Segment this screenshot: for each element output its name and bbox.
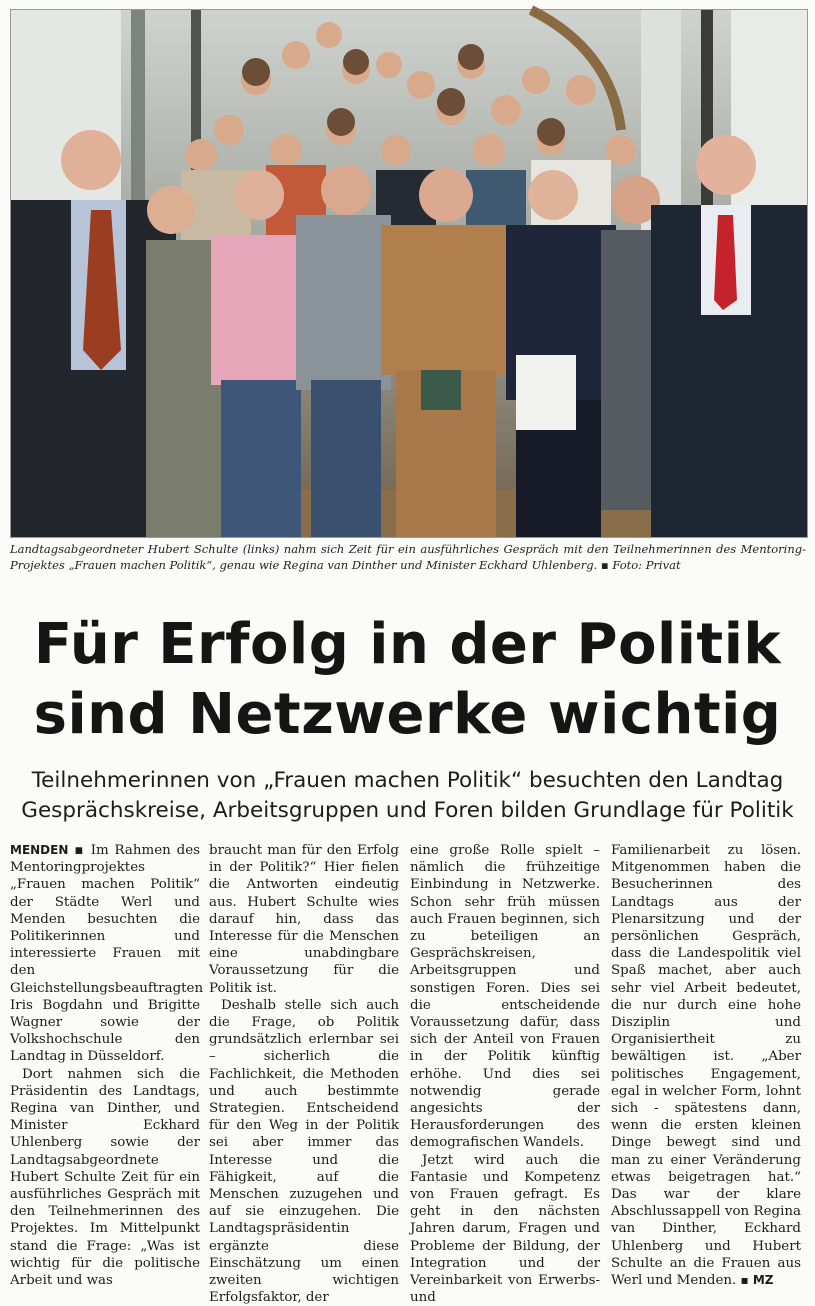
group-photo bbox=[10, 9, 808, 538]
article-paragraph: Deshalb stelle sich auch die Frage, ob Politik grundsätzlich erlernbar sei – sicherlich die Fachlichkeit, die Methoden und auch bestimmte Strategien. Entscheidend für den Weg in der Politik sei aber immer das Interesse und die Fähigkeit, auf die Menschen zuzugehen und auf sie einzugehen. Die Landtagspräsidentin ergänzte diese Einschätzung um einen zweiten wichtigen Erfolgsfaktor, der bbox=[209, 997, 399, 1306]
paragraph-text: Familienarbeit zu lösen. Mitgenommen haben die Besucherinnen des Landtags aus der Plenarsitzung und der persönlichen Gespräch, dass die Landespolitik viel Spaß machet, aber auch sehr viel Arbeit bedeutet, die nur durch eine hohe Disziplin und Organisiertheit zu bewältigen ist. „Aber politisches Engagement, egal in welcher Form, lohnt sich - spätestens dann, wenn die ersten kleinen Dinge bewegt sind und man zu einer Veränderung etwas beigetragen hat.“ Das war der klare Abschlussappell von Regina van Dinther, Eckhard Uhlenberg und Hubert Schulte an die Frauen aus Werl und Menden. bbox=[611, 843, 801, 1289]
article-column-1 bbox=[10, 842, 204, 1289]
article-paragraph: braucht man für den Erfolg in der Politik?“ Hier fielen die Antworten eindeutig aus. Hubert Schulte wies darauf hin, dass das Interesse für die Menschen eine unabdingbare Voraussetzung für die Politik ist. bbox=[209, 843, 399, 996]
article-paragraph: eine große Rolle spielt – nämlich die frühzeitige Einbindung in Netzwerke. Schon sehr früh müssen auch Frauen beginnen, sich zu beteiligen an Gesprächskreisen, Arbeitsgruppen und sonstigen Foren. Dies sei die entscheidende Voraussetzung dafür, dass sich der Anteil von Frauen in der Politik künftig erhöhe. Und dies sei notwendig gerade angesichts der Herausforderungen des demografischen Wandels. bbox=[410, 843, 600, 1151]
subheadline-line-1: Teilnehmerinnen von „Frauen machen Politik“ besuchten den Landtag bbox=[31, 768, 784, 793]
photo-caption: Landtagsabgeordneter Hubert Schulte (links) nahm sich Zeit für ein ausführliches Gespräch mit den Teilnehmerinnen des Mentoring-Projektes „Frauen machen Politik“, genau wie Regina van Dinther und Minister Eckhard Uhlenberg. ▪ Foto: Privat bbox=[10, 542, 806, 572]
author-mark: ▪ MZ bbox=[740, 1273, 774, 1288]
group-photo-icon bbox=[11, 10, 807, 537]
article-paragraph: Jetzt wird auch die Fantasie und Kompetenz von Frauen gefragt. Es geht in den nächsten Jahren darum, Fragen und Probleme der Bildung, der Integration und der Vereinbarkeit von Erwerbs- und bbox=[410, 1152, 600, 1306]
headline-line-2: sind Netzwerke wichtig bbox=[33, 682, 782, 747]
article-paragraph: Dort nahmen sich die Präsidentin des Landtags, Regina van Dinther, und Minister Eckhard Uhlenberg sowie der Landtagsabgeordnete Hubert Schulte Zeit für ein ausführliches Gespräch mit den Teilnehmerinnen des Projektes. Im Mittelpunkt stand die Frage: „Was ist wichtig für die politische Arbeit und was bbox=[10, 1066, 200, 1289]
article-column-4 bbox=[611, 842, 801, 1289]
subheadline-line-2: Gesprächskreise, Arbeitsgruppen und Foren bilden Grundlage für Politik bbox=[21, 798, 794, 823]
paragraph-text: ▪ Im Rahmen des Mentoringprojektes „Frauen machen Politik“ der Städte Werl und Menden besuchten die Politikerinnen und interessierte Frauen mit den Gleichstellungsbeauftragten Iris Bogdahn und Brigitte Wagner sowie der Volkshochschule den Landtag in Düsseldorf. bbox=[10, 843, 204, 1065]
article-paragraph bbox=[10, 842, 204, 1066]
dateline: MENDEN bbox=[10, 843, 69, 857]
article-column-3 bbox=[410, 842, 600, 1306]
article-column-2 bbox=[209, 842, 399, 1306]
headline-line-1: Für Erfolg in der Politik bbox=[33, 612, 782, 677]
article-paragraph bbox=[611, 842, 801, 1289]
